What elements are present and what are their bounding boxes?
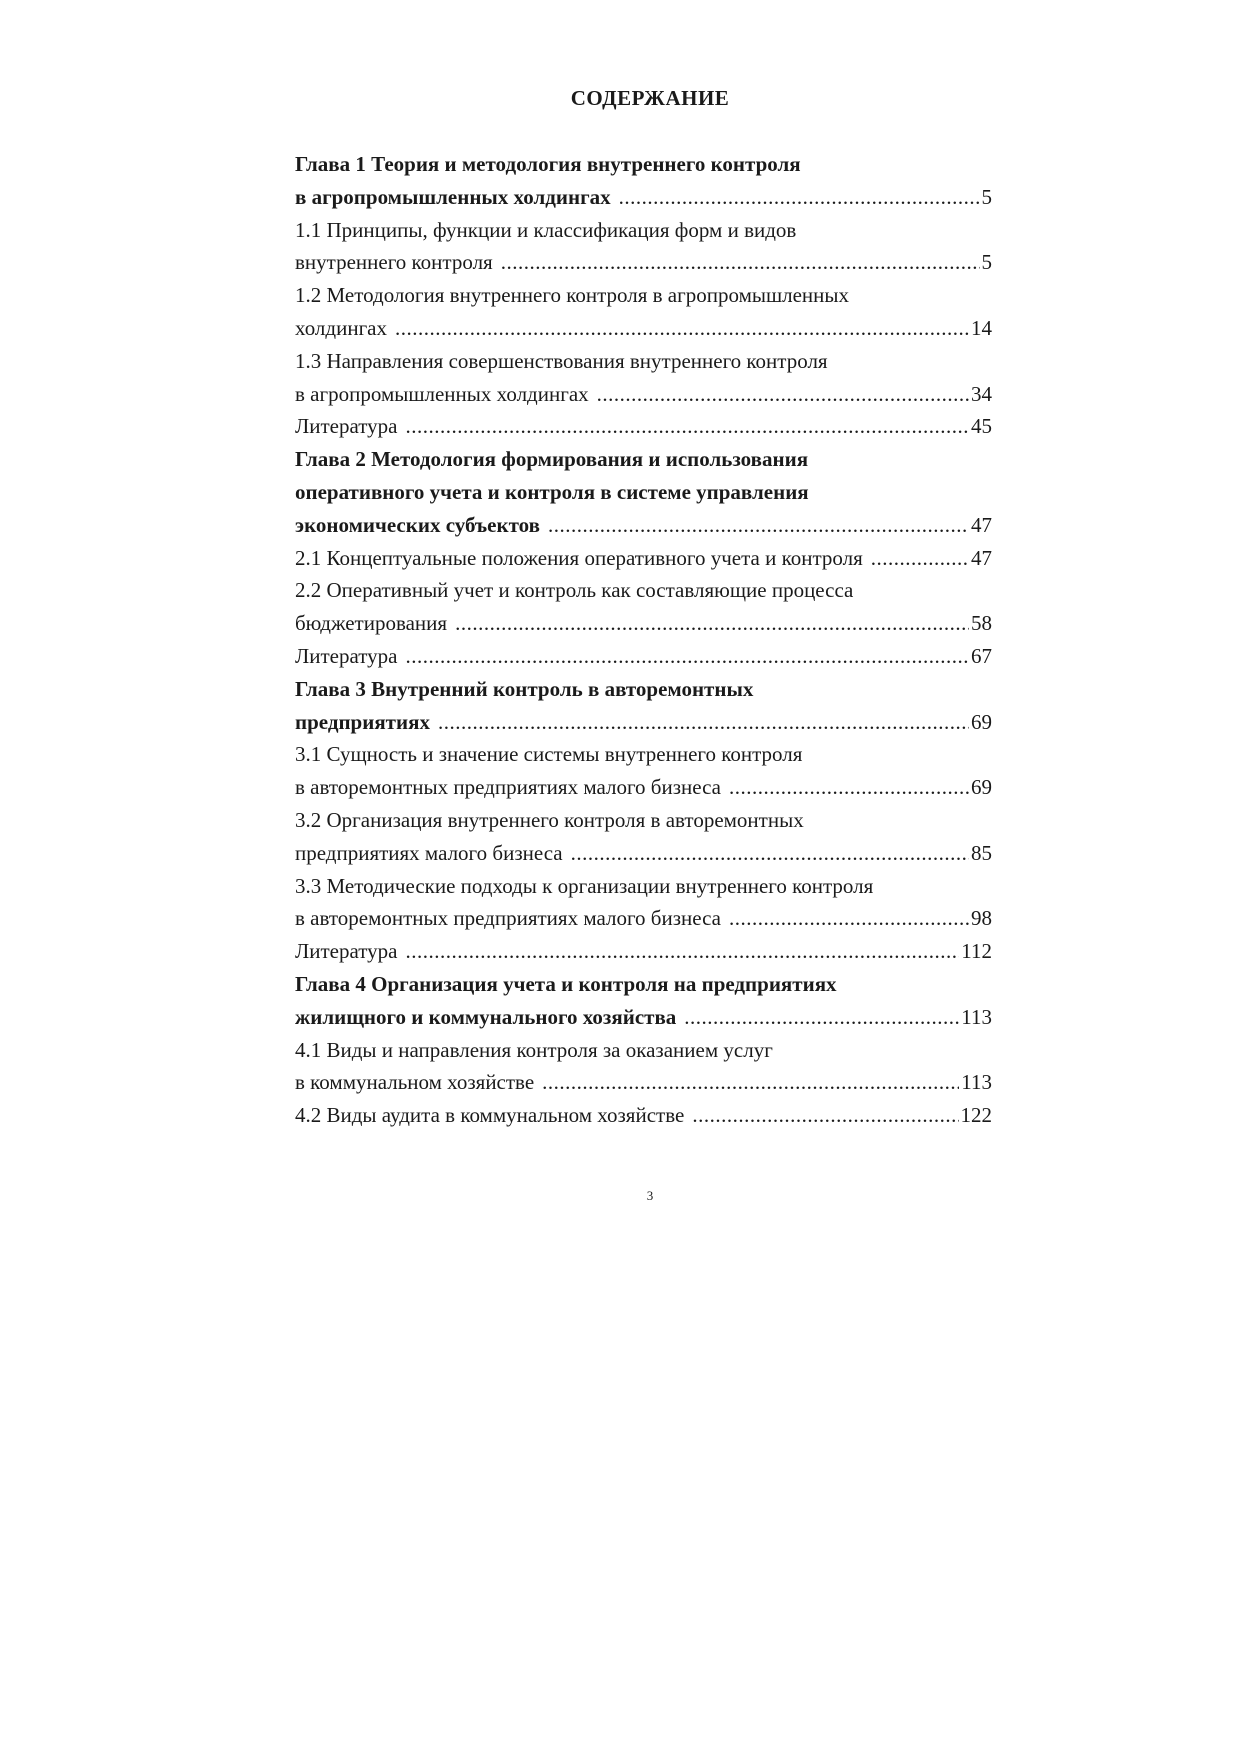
toc-page-number: 113 [961,1070,992,1095]
dot-leader [597,378,969,411]
toc-entry-text: оперативного учета и контроля в системе управления [295,479,809,504]
dot-leader [395,312,969,345]
toc-entry-text: 4.1 Виды и направления контроля за оказанием услуг [295,1037,773,1062]
toc-entry-text: 1.1 Принципы, функции и классификация форм и видов [295,217,797,242]
dot-leader [405,410,969,443]
toc-page-number: 112 [961,939,992,964]
dot-leader [405,935,959,968]
toc-page-number: 98 [971,906,992,931]
toc-entry-text: в авторемонтных предприятиях малого бизнеса [295,906,721,931]
toc-entry[interactable] [295,410,992,443]
dot-leader [455,607,969,640]
toc-entry[interactable] [295,542,992,575]
toc-page-number: 69 [971,709,992,734]
toc-entry-text: предприятиях малого бизнеса [295,840,563,865]
toc-page-number: 67 [971,643,992,668]
toc-entry[interactable] [295,870,992,936]
dot-leader [871,542,969,575]
toc-entry-text: Литература [295,414,398,439]
toc-entry-text: 2.2 Оперативный учет и контроль как составляющие процесса [295,578,854,603]
toc-entry-text: 3.2 Организация внутреннего контроля в авторемонтных [295,807,804,832]
toc-entry-text: Глава 3 Внутренний контроль в авторемонтных [295,676,754,701]
toc-entry[interactable] [295,443,992,541]
toc-entry[interactable] [295,968,992,1034]
dot-leader [542,1066,959,1099]
dot-leader [729,902,969,935]
toc-entry[interactable] [295,804,992,870]
toc-entry-text: Литература [295,643,398,668]
dot-leader [684,1001,959,1034]
dot-leader [692,1099,958,1132]
toc-entry-text: внутреннего контроля [295,250,493,275]
dot-leader [405,640,969,673]
dot-leader [548,509,969,542]
dot-leader [438,706,969,739]
toc-page-number: 47 [971,545,992,570]
toc-entry[interactable] [295,1099,992,1132]
toc-page-number: 85 [971,840,992,865]
toc-entry-text: Глава 2 Методология формирования и использования [295,447,809,472]
toc-page-number: 5 [981,184,992,209]
toc-entry-text: холдингах [295,315,387,340]
toc-entry-text: в авторемонтных предприятиях малого бизнеса [295,775,721,800]
toc-entry-text: Глава 4 Организация учета и контроля на предприятиях [295,971,837,996]
toc-entry-text: 4.2 Виды аудита в коммунальном хозяйстве [295,1103,685,1128]
toc-entry[interactable] [295,279,992,345]
toc-entry-text: Глава 1 Теория и методология внутреннего контроля [295,152,801,176]
toc-entry-text: экономических субъектов [295,512,540,537]
page-title: СОДЕРЖАНИЕ [570,86,730,110]
toc-entry-text: 3.1 Сущность и значение системы внутреннего контроля [295,742,803,767]
table-of-contents [295,148,992,1132]
dot-leader [619,181,980,214]
toc-page-number: 47 [971,512,992,537]
toc-entry-text: 3.3 Методические подходы к организации внутреннего контроля [295,873,874,898]
toc-entry[interactable] [295,345,992,411]
toc-entry[interactable] [295,935,992,968]
toc-entry-text: предприятиях [295,709,430,734]
toc-entry[interactable] [295,574,992,640]
toc-page-number: 45 [971,414,992,439]
dot-leader [729,771,969,804]
toc-page-number: 69 [971,775,992,800]
toc-entry-text: Литература [295,939,398,964]
toc-entry-text: бюджетирования [295,611,448,636]
toc-entry-text: в агропромышленных холдингах [295,184,611,209]
toc-page-number: 122 [960,1103,992,1128]
toc-page-number: 34 [971,381,992,406]
page-number: 3 [646,1188,654,1203]
toc-entry-text: 2.1 Концептуальные положения оперативного учета и контроля [295,545,863,570]
toc-page-number: 58 [971,611,992,636]
toc-entry-text: 1.3 Направления совершенствования внутреннего контроля [295,348,828,373]
toc-entry-text: 1.2 Методология внутреннего контроля в агропромышленных [295,283,850,308]
toc-entry[interactable] [295,738,992,804]
toc-page-number: 5 [981,250,992,275]
toc-page-number: 113 [961,1004,992,1029]
dot-leader [571,837,969,870]
toc-entry[interactable] [295,673,992,739]
dot-leader [501,246,980,279]
toc-entry-text: в коммунальном хозяйстве [295,1070,535,1095]
toc-entry-text: жилищного и коммунального хозяйства [295,1004,677,1029]
toc-entry[interactable] [295,1034,992,1100]
toc-entry-text: в агропромышленных холдингах [295,381,589,406]
toc-page-number: 14 [971,315,992,340]
toc-entry[interactable] [295,214,992,280]
toc-entry[interactable] [295,640,992,673]
toc-entry[interactable] [295,148,992,214]
